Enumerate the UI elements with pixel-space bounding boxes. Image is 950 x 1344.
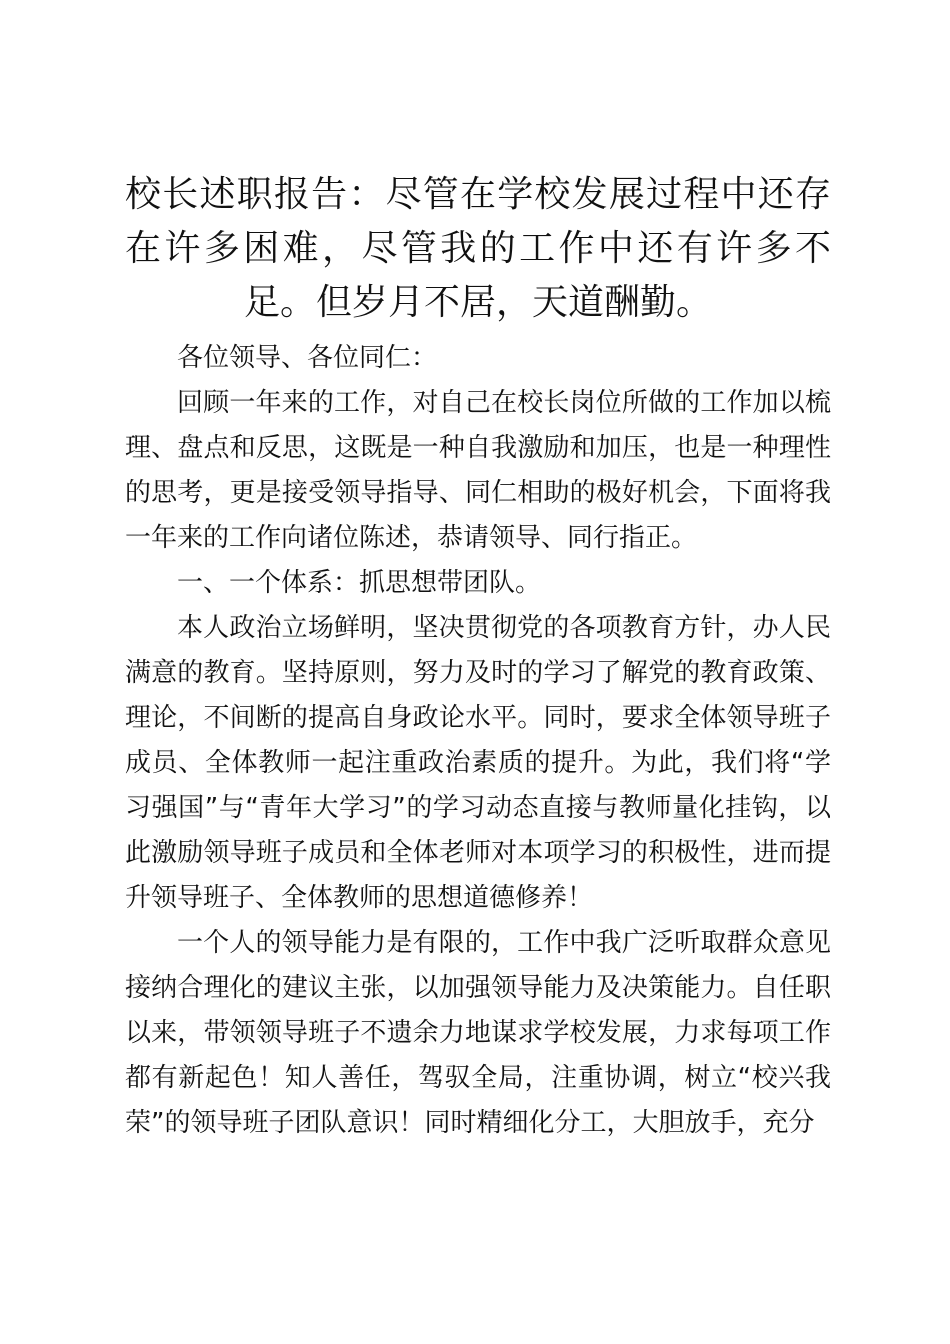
document-page — [125, 168, 831, 1146]
paragraph-politics: 本人政治立场鲜明，坚决贯彻党的各项教育方针，办人民满意的教育。坚持原则，努力及时的学习了解党的教育政策、理论，不间断的提高自身政论水平。同时，要求全体领导班子成员、全体教师一起注重政治素质的提升。为此，我们将“学习强国”与“青年大学习”的学习动态直接与教师量化挂钩，以此激励领导班子成员和全体老师对本项学习的积极性，进而提升领导班子、全体教师的思想道德修养！ — [125, 613, 831, 913]
paragraph-leadership: 一个人的领导能力是有限的，工作中我广泛听取群众意见接纳合理化的建议主张，以加强领导能力及决策能力。自任职以来，带领领导班子不遗余力地谋求学校发展，力求每项工作都有新起色！知人善任，驾驭全局，注重协调，树立“校兴我荣”的领导班子团队意识！同时精细化分工，大胆放手，充分 — [125, 928, 831, 1138]
paragraph-review: 回顾一年来的工作，对自己在校长岗位所做的工作加以梳理、盘点和反思，这既是一种自我激励和加压，也是一种理性的思考，更是接受领导指导、同仁相助的极好机会，下面将我一年来的工作向诸位陈述，恭请领导、同行指正。 — [125, 388, 831, 553]
document-title: 校长述职报告：尽管在学校发展过程中还存在许多困难，尽管我的工作中还有许多不足。但岁月不居，天道酬勤。 — [125, 174, 831, 323]
greeting: 各位领导、各位同仁： — [177, 343, 438, 373]
section-heading-1: 一、一个体系：抓思想带团队。 — [177, 568, 542, 598]
